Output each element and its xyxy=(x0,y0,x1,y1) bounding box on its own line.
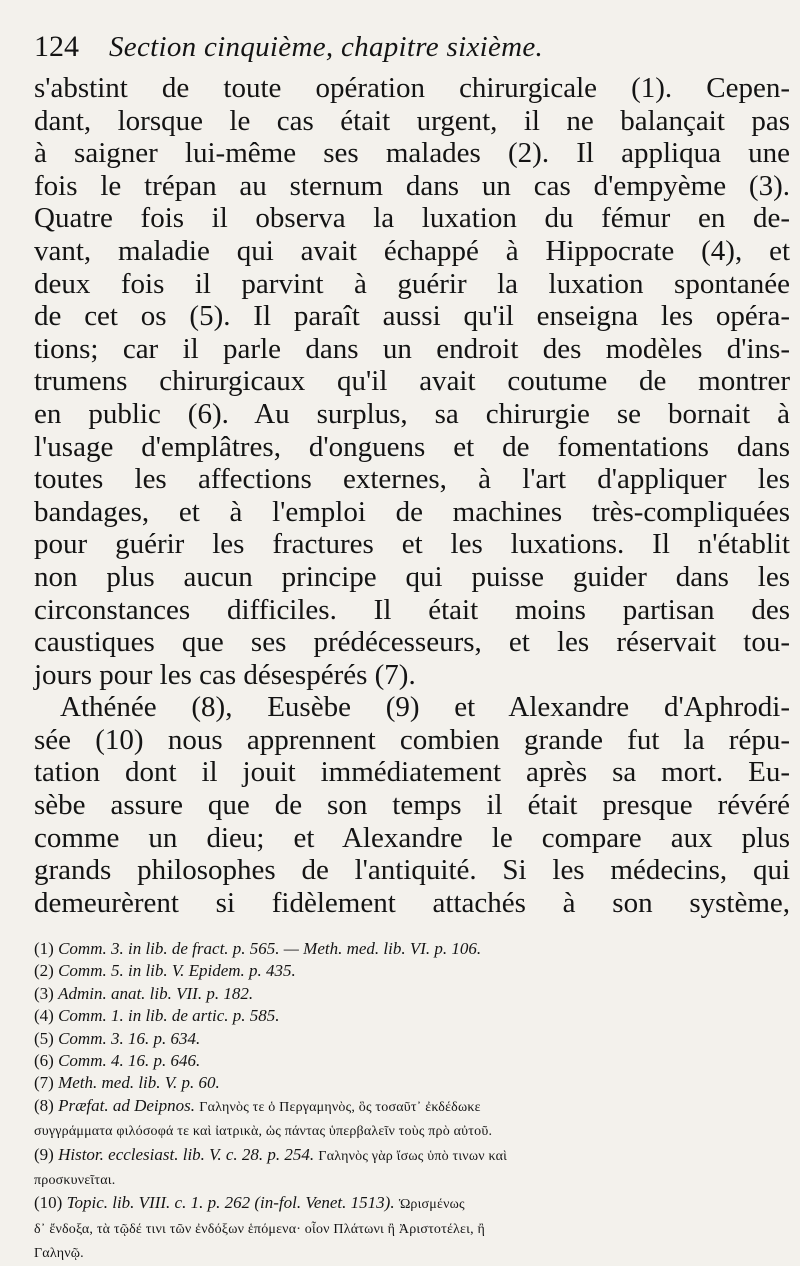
body-line: dant, lorsque le cas était urgent, il ne balançait pas xyxy=(34,104,790,137)
body-line: demeurèrent si fidèlement attachés à son système, xyxy=(34,886,790,919)
footnote: (10) Topic. lib. VIII. c. 1. p. 262 (in-fol. Venet. 1513). Ὡρισμένως xyxy=(34,1193,465,1213)
book-page xyxy=(34,30,790,919)
greek-quote: Γαληνῷ. xyxy=(34,1246,84,1262)
greek-quote: Γαληνὸς τε ὁ Περγαμηνὸς, ὃς τοσαῦτ᾽ ἐκδέδωκε xyxy=(199,1099,481,1115)
running-head: Section cinquième, chapitre sixième. xyxy=(109,31,544,63)
greek-quote: συγγράμματα φιλόσοφά τε καὶ ἰατρικὰ, ὡς πάντας ὑπερβαλεῖν τοὺς πρὸ αὐτοῦ. xyxy=(34,1124,493,1140)
body-line: toutes les affections externes, à l'art d'appliquer les xyxy=(34,463,790,496)
body-line: fois le trépan au sternum dans un cas d'empyème (3). xyxy=(34,169,790,202)
greek-quote: προσκυνεῖται. xyxy=(34,1173,116,1189)
body-line: Athénée (8), Eusèbe (9) et Alexandre d'Aphrodi- xyxy=(60,691,790,724)
body-line: vant, maladie qui avait échappé à Hippocrate (4), et xyxy=(34,234,790,267)
body-line: caustiques que ses prédécesseurs, et les réservait tou- xyxy=(34,626,790,659)
body-line: s'abstint de toute opération chirurgicale (1). Cepen- xyxy=(34,72,790,104)
footnote: (7) Meth. med. lib. V. p. 60. xyxy=(34,1073,220,1093)
footnote: (2) Comm. 5. in lib. V. Epidem. p. 435. xyxy=(34,961,296,981)
footnote-continuation xyxy=(34,1217,790,1241)
footnote-continuation xyxy=(34,1241,790,1265)
body-line: pour guérir les fractures et les luxations. Il n'établit xyxy=(34,528,790,561)
body-line: tation dont il jouit immédiatement après sa mort. Eu- xyxy=(34,756,790,789)
footnote: (1) Comm. 3. in lib. de fract. p. 565. — Meth. med. lib. VI. p. 106. xyxy=(34,939,482,958)
footnote-continuation xyxy=(34,1168,790,1192)
body-line: comme un dieu; et Alexandre le compare aux plus xyxy=(34,821,790,854)
greek-quote: Γαληνὸς γὰρ ἴσως ὑπὸ τινων καὶ xyxy=(318,1148,508,1164)
footnote: (8) Præfat. ad Deipnos. Γαληνὸς τε ὁ Περγαμηνὸς, ὃς τοσαῦτ᾽ ἐκδέδωκε xyxy=(34,1095,481,1115)
body-line: bandages, et à l'emploi de machines très-compliquées xyxy=(34,495,790,528)
body-line: de cet os (5). Il paraît aussi qu'il enseigna les opéra- xyxy=(34,300,790,333)
body-line: tions; car il parle dans un endroit des modèles d'ins- xyxy=(34,332,790,365)
body-line: deux fois il parvint à guérir la luxation spontanée xyxy=(34,267,790,300)
footnotes xyxy=(34,938,790,1266)
body-line: sèbe assure que de son temps il était presque révéré xyxy=(34,789,790,822)
body-line: circonstances difficiles. Il était moins partisan des xyxy=(34,593,790,626)
footnote: (9) Histor. ecclesiast. lib. V. c. 28. p. 254. Γαληνὸς γὰρ ἴσως ὑπὸ τινων καὶ xyxy=(34,1144,508,1164)
footnote: (4) Comm. 1. in lib. de artic. p. 585. xyxy=(34,1006,280,1026)
body-line: l'usage d'emplâtres, d'onguens et de fomentations dans xyxy=(34,430,790,463)
footnote-continuation xyxy=(34,1119,790,1143)
body-line: Quatre fois il observa la luxation du fémur en de- xyxy=(34,202,790,235)
body-line: non plus aucun principe qui puisse guider dans les xyxy=(34,560,790,593)
body-text xyxy=(34,72,790,919)
footnote: (5) Comm. 3. 16. p. 634. xyxy=(34,1028,201,1048)
body-line: grands philosophes de l'antiquité. Si les médecins, qui xyxy=(34,854,790,887)
body-line: à saigner lui-même ses malades (2). Il appliqua une xyxy=(34,137,790,170)
page-number: 124 xyxy=(34,30,79,63)
body-line: sée (10) nous apprennent combien grande fut la répu- xyxy=(34,723,790,756)
body-line: trumens chirurgicaux qu'il avait coutume de montrer xyxy=(34,365,790,398)
body-line: en public (6). Au surplus, sa chirurgie se bornait à xyxy=(34,397,790,430)
footnote: (6) Comm. 4. 16. p. 646. xyxy=(34,1051,201,1071)
page-header xyxy=(34,30,790,72)
greek-quote: δ᾽ ἔνδοξα, τὰ τῷδέ τινι τῶν ἐνδόξων ἑπόμενα· οἷον Πλάτωνι ἢ Ἀριστοτέλει, ἢ xyxy=(34,1221,485,1237)
footnote: (3) Admin. anat. lib. VII. p. 182. xyxy=(34,983,254,1003)
body-line: jours pour les cas désespérés (7). xyxy=(34,658,416,691)
greek-quote: Ὡρισμένως xyxy=(398,1197,465,1213)
